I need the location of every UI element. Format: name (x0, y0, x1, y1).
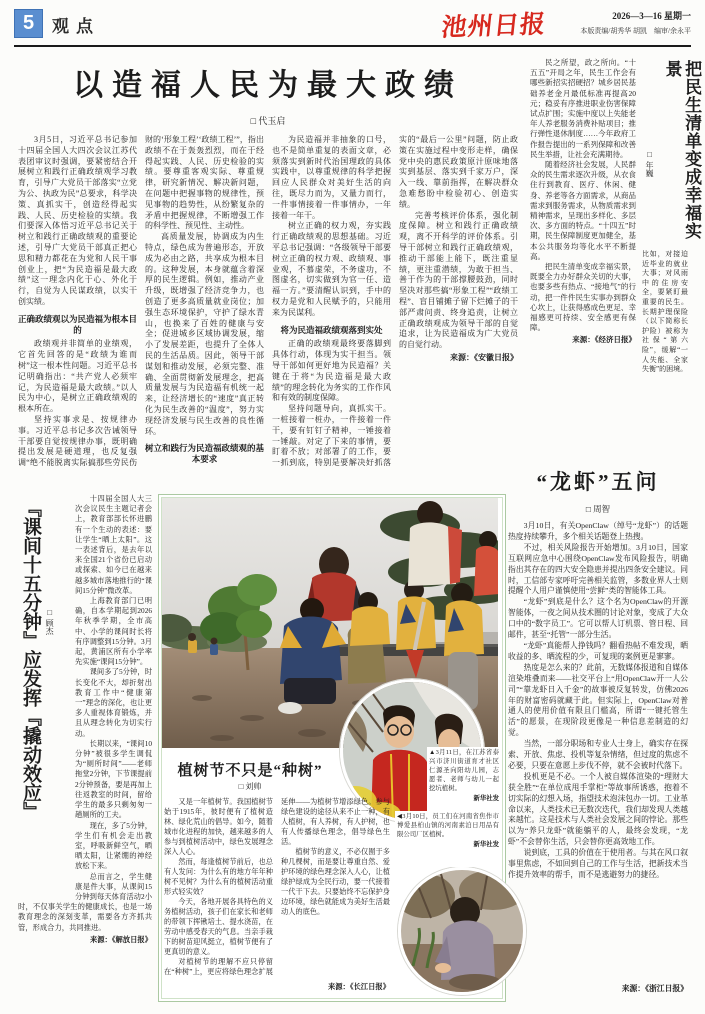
minsheng-headline-vertical: 把民生清单变成幸福实景 (662, 60, 702, 240)
kejian-headline-block (18, 494, 75, 892)
paragraph: 长期以来，“课间10分钟”被很多学生调侃为“厕所时间”——老师拖堂2分钟，下节课提前2分钟预备，要是再加上往返教室的时间，留给学生的最多只剩匆匆一趟厕所的工夫。 (75, 738, 152, 820)
minsheng-headline-strip (642, 54, 702, 456)
paragraph: 说到底，工具的价值在于使用者。与其在风口叙事里焦虑，不如回到自己的工作与生活，把新技术当作提升效率的帮手，而不是逃避努力的捷径。 (508, 848, 688, 879)
paragraph: 政绩观并非简单的业绩观，它首先回答的是“政绩为谁而树”这一根本性问题。习近平总书记明确指出：“共产党人必须牢记，为民造福是最大政绩。”以人民为中心，是树立正确政绩观的根本所在。 (18, 339, 137, 414)
longxia-byline: □ 周智 (585, 504, 611, 514)
source-credit: 来源：《安徽日报》 (450, 352, 518, 362)
paragraph: 投机更是不必。一个人被自媒体渲染的“理财大获全胜”“在单位成甩手掌柜”等故事所诱惑，抱着不切实际的幻想入场，指望技术泡沫包办一切。工业革命以来，人类技术已无数次迭代，我们却发现人类越来越忙。这是技术与人类社会发展之间的悖论。那些以为“养只龙虾”就能躺平的人，最终会发现，“龙虾”不会替你生活，只会替你更高效地工作。 (508, 771, 688, 847)
caption-text: ◀3月10日，员工们在河南省焦作市博爱县柏山镇的河南素泊日用品有限公司厂区植树。 (397, 813, 499, 838)
paragraph: 树立正确的权力观，夯实践行正确政绩观的思想基础。习近平总书记强调：“各级领导干部要树立正确的权力观、政绩观、事业观，不慕虚荣，不务虚功，不图虚名，切实做到为官一任、造福一方。”要清醒认识到，手中的权力是党和人民赋予的，只能用来为民谋利。 (272, 221, 391, 317)
paragraph: “龙虾”到底是什么？这个名为OpenClaw的开源智能体，一夜之间从技术圈的讨论对象，变成了大众口中的“数字员工”。它可以帮人订机票、管日程、回邮件，甚至“托管”一部分生活。 (508, 597, 688, 640)
paragraph: 把民生清单变成幸福实景，既要全力办好群众关切的大事，也要多些有热点、“接地气”的行动，把一件件民生实事办到群众心坎上，让获得感成色更足、幸福感更可持续、安全感更有保障。 (530, 262, 636, 333)
source-credit: 来源：《浙江日报》 (621, 984, 688, 993)
main-headline: 以造福人民为最大政绩 (73, 69, 463, 102)
paragraph: 上海教育部门已明确，自本学期起到2026年秋季学期，全市高中、小学的课间时长将有序调整到15分钟。3月起，黄浦区所有小学率先实施“课间15分钟”。 (75, 596, 152, 667)
paragraph: 植树节的意义，不必仅囿于多种几棵树，而是要让尊重自然、爱护环境的绿色理念深入人心，让植绿护绿成为全民行动，要一代接着一代干下去。只要始终不忘保护身边环境，绿色就能成为美好生活最动人的底色。 (281, 848, 390, 916)
editors-line: 本版责编/胡秀华 胡凯 编审/余永平 (580, 27, 691, 35)
article-minsheng (530, 54, 702, 456)
planting-photo-circle (398, 867, 526, 995)
paragraph: 当然，一部分职场和专业人士身上，确实存在探索、开放、焦虑、投机等复杂情绪，但过度的焦虑不必要，只要在意愿上步伐不停，就不会被时代落下。 (508, 739, 688, 770)
paragraph: 为民造福并非抽象的口号，也不是简单重复的表面文章，必须落实到新时代治国理政的具体实践中，以尊重规律的科学把握回应人民群众对美好生活的向往，既尽力而为，又量力而行，一件事情接着一件事情办，一年接着一年干。 (272, 135, 391, 220)
paragraph: 又是一年植树节。我国植树节始于1915年，彼时便有了植树造林、绿化荒山的倡导。如今，随着城市化进程的加快，越来越多的人参与到植树活动中，绿色发展理念深入人心。 (164, 798, 273, 856)
paragraph: 3月5日，习近平总书记参加十四届全国人大四次会议江苏代表团审议时强调，要紧密结合开展树立和践行正确政绩观学习教育，引导广大党员干部落实“立党为公、执政为民”总要求，科学决策、真抓实干，创造经得起实践、人民、历史检验的实绩。我们要深入体悟习近平总书记关于树立和践行正确政绩观的重要论述，引导广大党员干部真正把心思和精力都花在为党和人民干事创业上，把“为民造福是最大政绩”这一理念内化于心、外化于行，自觉为人民谋政绩，以实干创实绩。 (18, 135, 137, 306)
minsheng-continuation: 比如，对接迫近毕业的就业大事；对风雨中的住房安全，要紧盯最重要的民生。长期护理保险（以下简称长护险）被称为社保“第六险”，缓解“一人失能、全家失衡”的困境。 (642, 250, 688, 374)
source-credit: 来源：《长江日报》 (164, 982, 390, 992)
paragraph: 对植树节的理解不应只停留在“种树”上，更应将绿色理念扩展延伸——为植树节增添绿色。参与绿色建设的途径从来不止一种，有人植树，有人养树，有人护树，也有人传播绿色理念，倡导绿色生活。 (164, 798, 390, 976)
subhead: 树立和践行为民造福政绩观的基本要求 (145, 443, 265, 465)
newspaper-logo: 池州日报 (440, 11, 548, 42)
page-number-badge: 5 (14, 9, 43, 38)
minsheng-body (530, 58, 636, 454)
article-longxia (508, 458, 688, 998)
zhishu-body (164, 797, 390, 979)
paragraph: 随着经济社会发展，人民群众的民生需求逐次升级，从衣食住行到教育、医疗、休闲、健身、养老等各方面需求，从商品需求到服务需求，从物质需求到精神需求，呈现出多样化、多层次、多方面的特点。“十四五”时期，民生保障制度更加健全，基本公共服务均等化水平不断提高。 (530, 160, 636, 261)
section-title: 观点 (52, 17, 100, 36)
paragraph: 热度是怎么来的？此前，无数媒体报道和自媒体渲染堆叠而来——社交平台上“用OpenClaw开一人公司”“靠龙虾日入千金”的故事被反复转发，仿佛2026年的财富密码就藏于此。但实际上，OpenClaw对普通人的使用价值有限且门槛高，所谓“一键托管生活”的愿景，在现阶段更像是一种信息差制造的幻觉。 (508, 662, 688, 738)
caption-text: ▲3月11日，在江苏省泰兴市济川街道育才社区仁源圣向阳幼儿园，志愿者、老师与幼儿一起挖坑植树。 (429, 749, 499, 792)
publication-date: 2026—3—16 星期一 (612, 11, 691, 21)
paragraph: 坚持实事求是、按规律办事。习近平总书记多次告诫领导干部要自觉按规律办事，既明确提出发展是硬道理，也反复强调“绝不能脱离实际搞那些劳民伤财的‘形象工程’‘政绩工程’”，指出政绩不在于轰轰烈烈，而在于经得起实践、人民、历史检验的实绩。要尊重客观实际、尊重规律，研究新情况、解决新问题，在问题中把握事物的规律性，预见事物的趋势性，从纷繁复杂的矛盾中把握规律，不断增强工作的科学性、预见性、主动性。 (18, 135, 264, 468)
zhishu-byline: □ 刘帅 (238, 782, 262, 791)
main-body-columns (18, 135, 518, 473)
paragraph: 现在，多了5分钟，学生们有机会走出教室，呼吸新鲜空气，晒晒太阳，让紧绷的神经放松下来。 (75, 820, 152, 871)
zhishu-headline: 植树节不只是“种树” (177, 763, 323, 779)
paragraph: 民之所望，政之所向。“十五五”开局之年，民生工作会有哪些新招实招硬招？城乡居民基础养老金月最低标准再提高20元；稳妥有序推进职业伤害保障试点扩围；实施中度以上失能老年人养老服务消费补贴项目；推行弹性退休制度……今年政府工作报告提出的一系列保障和改善民生举措，让社会充满期待。 (530, 58, 636, 159)
minsheng-byline: □ 年巍 (645, 150, 654, 177)
paragraph: 然而，每逢植树节前后，也总有人发问：为什么有的地方年年种树不见树？为什么有的植树活动重形式轻实效？ (164, 858, 273, 896)
caption-credit: 新华社发 (473, 841, 499, 848)
paragraph: 坚持问题导向，真抓实干。一桩接着一桩办，一件接着一件干，要有钉钉子精神，一锤接着一锤敲。对定了下来的事情，要盯着不放；对部署了的工作，要一抓到底，特别是要解决好抓落实的“最后一公里”问题，防止政策在实施过程中变形走样，确保党中央的惠民政策原汁原味地落实到基层、落实到千家万户，深入一线、靠前指挥，在解决群众急难愁盼中检验初心、创造实绩。 (272, 135, 518, 468)
article-kejian (18, 494, 152, 1000)
subhead: 将为民造福政绩观落到实处 (280, 324, 383, 335)
paragraph: 正确的政绩观最终要落脚到具体行动，体现为实干担当。领导干部如何更好地为民造福？关键在于将“为民造福是最大政绩”的理念转化为务实的工作作风和有效的制度保障。 (272, 339, 391, 403)
masthead-dates (580, 9, 691, 36)
article-zhishu-frame (158, 494, 506, 1002)
longxia-body (508, 521, 688, 981)
planting-photo-illustration (401, 870, 523, 992)
kejian-byline: □ 顾杰 (45, 608, 55, 635)
paragraph: 3月10日，有关OpenClaw（绰号“龙虾”）的话题热度持续攀升，多个相关话题登上热搜。 (508, 521, 688, 541)
subhead: 正确政绩观以为民造福为根本目的 (18, 313, 138, 335)
paragraph: 课间多了5分钟，时长变化不大，却折射出教育工作中“健康第一”理念的深化，也让更多人重视体育锻炼，并且从理念转化为切实行动。 (75, 667, 152, 738)
main-byline: □ 代玉启 (250, 116, 286, 126)
page-header (14, 8, 691, 44)
source-credit: 来源：《解放日报》 (89, 934, 152, 944)
paragraph: 十四届全国人大三次会议民生主题记者会上，教育部部长怀进鹏有一个生动的表述：要让学生“晒上太阳”。这一表述背后，是去年以来全国21个省份已启动或探索、如今已在越来越多城市落地推行的“课间15分钟”微改革。 (75, 494, 152, 595)
kejian-headline-vertical: 『课间十五分钟』应发挥『撬动效应』 (19, 498, 41, 821)
article-main (18, 54, 518, 480)
longxia-headline: “龙虾”五问 (536, 470, 660, 494)
header-rule (14, 45, 691, 47)
photo-caption (395, 811, 501, 867)
paragraph: “龙虾”真能帮人挣钱吗？翻看热帖不难发现，晒收益的多、晒流程的少，可复现的案例更是寥寥。 (508, 640, 688, 661)
paragraph: 总而言之，学生健康是件大事，从课间15分钟到每天体育活动2小时，不仅事关学生的健康成长，也是一场教育理念的深刻变革，需要各方齐抓共管，形成合力，共同推进。 (18, 871, 152, 932)
caption-credit: 新华社发 (473, 795, 499, 802)
paragraph: 完善考核评价体系，强化制度保障。树立和践行正确政绩观，离不开科学的评价体系。引导干部树立和践行正确政绩观，推动干部能上能下，既注重显绩，更注重潜绩，为敢于担当、善于作为的干部撑腰鼓劲，同时坚决对那些搞“形象工程”“政绩工程”、盲目铺摊子留下烂摊子的干部严肃问责、终身追责，让树立正确政绩观成为领导干部的自觉追求，让为民造福成为广大党员的自觉行动。 (399, 210, 518, 350)
paragraph: 高质量发展，协调成为内生特点，绿色成为普遍形态，开放成为必由之路，共享成为根本目的。这种发展，本身就蕴含着深厚的民生逻辑。例如，推动产业升级，既增强了经济竞争力，也创造了更多高质量就业岗位；加强生态环境保护，守护了绿水青山，也换来了百姓的健康与安全；促进城乡区域协调发展，缩小了发展差距，也提升了全体人民的生活品质。因此，领导干部谋划和推动发展，必须完整、准确、全面贯彻新发展理念，把高质量发展与为民造福有机统一起来，让经济增长的“速度”真正转化为民生改善的“温度”，努力实现经济发展与民生改善的良性循环。 (145, 232, 264, 436)
source-credit: 来源：《经济日报》 (572, 335, 636, 345)
paragraph: 今天，各地开展各具特色的义务植树活动，孩子们在家长和老师的带领下挥锹培土、提水浇苗，在劳动中感受春天的气息。当亲手栽下的树苗迎风挺立，植树节便有了更真切的意义。 (164, 898, 273, 956)
paragraph: 不过，相关风险报告开始增加。3月10日，国家互联网应急中心围绕OpenClaw发布风险报告，明确指出其存在的四大安全隐患并提出四条安全建议。同时，工信部专家呼吁完善相关监管，多数业界人士则提醒个人用户谨慎使用“尝鲜”类的智能体工具。 (508, 542, 688, 596)
